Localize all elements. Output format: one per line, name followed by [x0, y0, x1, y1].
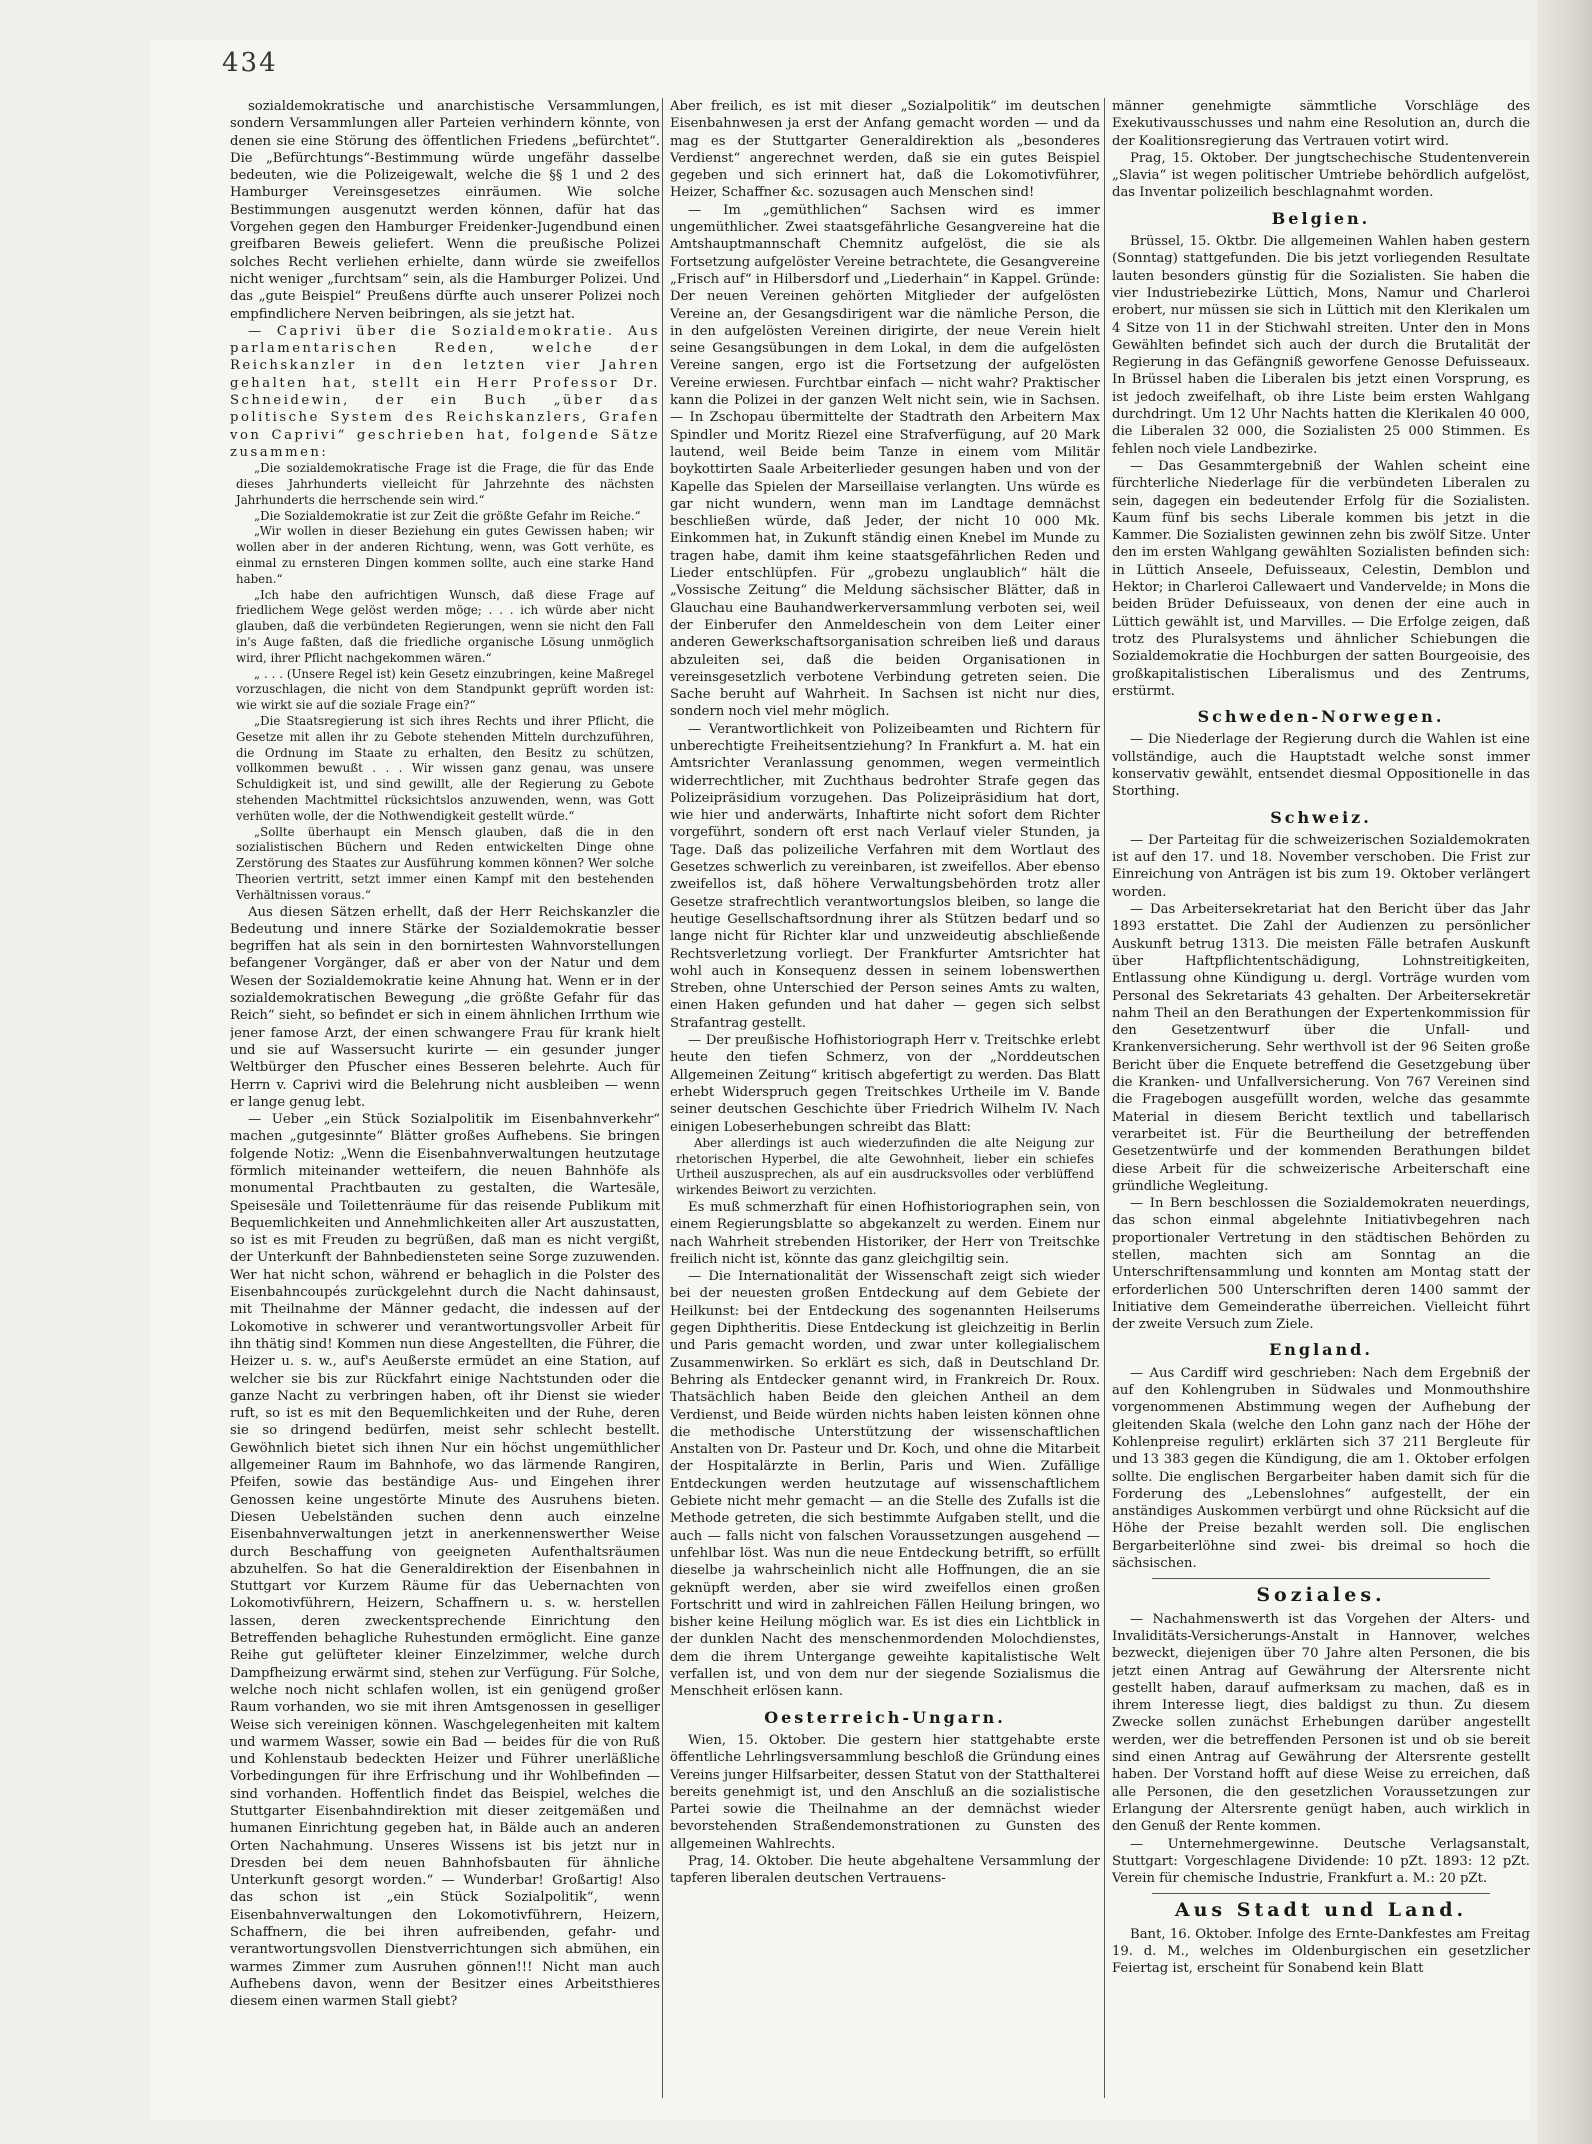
quote-paragraph: Aber allerdings ist auch wiederzufinden die alte Neigung zur rhetorischen Hyperbel, die alte Gewohnheit, lieber ein schiefes Urtheil auszusprechen, als auf ein ausdrucksvolles oder verblüffend wirkendes Beiwort zu verzichten. — [676, 1135, 1094, 1198]
section-heading-oesterreich: Oesterreich-Ungarn. — [764, 1707, 1006, 1727]
section-heading-schweden: Schweden-Norwegen. — [1197, 707, 1445, 727]
article-caprivi: — Caprivi über die Sozialdemokratie. Aus parlamentarischen Reden, welche der Reichskanzler in den letzten vier Jahren gehalten hat, stellt ein Herr Professor Dr. Schneidewin, der ein Buch „über das politische System des Reichskanzlers, Grafen von Caprivi“ geschrieben hat, folgende Sätze zusammen: — [230, 323, 660, 460]
column-3 — [1112, 98, 1530, 2098]
column-rule-1 — [662, 98, 663, 2098]
quote-paragraph: „Sollte überhaupt ein Mensch glauben, daß die in den sozialistischen Büchern und Reden entwickelten Dinge ohne Zerstörung des Staates zur Ausführung kommen können? Wer solche Theorien vertritt, setzt immer einen Kampf mit den bestehenden Verhältnissen voraus.“ — [236, 824, 654, 902]
quote-paragraph: „Die Sozialdemokratie ist zur Zeit die größte Gefahr im Reiche.“ — [254, 508, 641, 523]
article-paragraph: — Nachahmenswerth ist das Vorgehen der Alters- und Invaliditäts-Versicherungs-Anstalt in Hannover, welches bezweckt, diejenigen über 70 Jahre alten Personen, die bis jetzt einen Antrag auf Gewährung der Altersrente nicht gestellt haben, darauf aufmerksam zu machen, daß es in ihrem Interesse liegt, dies baldigst zu thun. Zu diesem Zwecke sollen zunächst Erhebungen darüber angestellt werden, wer die betreffenden Personen ist und ob sie bereit sind einen Antrag auf Gewährung der Altersrente gestellt haben. Der Vorstand hofft auf diese Weise zu erreichen, daß alle Personen, die den gesetzlichen Voraussetzungen zur Erlangung der Altersrente genügt haben, auch wirklich in den Genuß der Rente kommen. — [1112, 1611, 1530, 1835]
section-heading-soziales: Soziales. — [1256, 1584, 1386, 1607]
section-heading-belgien: Belgien. — [1271, 208, 1371, 228]
column-rule-2 — [1104, 98, 1105, 2098]
page-number: 434 — [222, 48, 278, 78]
quote-paragraph: „ . . . (Unsere Regel ist) kein Gesetz einzubringen, keine Maßregel vorzuschlagen, die nicht von dem Standpunkt geprüft worden ist: wie wirkt sie auf die soziale Frage ein?“ — [236, 666, 654, 713]
article-prag-2: Prag, 15. Oktober. Der jungtschechische Studentenverein „Slavia“ ist wegen politischer Umtriebe behördlich aufgelöst, das Inventar polizeilich beschlagnahmt worden. — [1112, 150, 1530, 201]
section-heading-england: England. — [1269, 1340, 1373, 1360]
section-heading-schweiz: Schweiz. — [1270, 807, 1372, 827]
section-divider — [1152, 1578, 1490, 1579]
newspaper-page — [150, 40, 1530, 2120]
article-paragraph: — Die Niederlage der Regierung durch die Wahlen ist eine vollständige, auch die Hauptstadt welche sonst immer konservativ gewählt, entsendet diesmal Oppositionelle in das Storthing. — [1112, 732, 1530, 800]
article-prag: Prag, 14. Oktober. Die heute abgehaltene Versammlung der tapferen liberalen deutschen Vertrauens- — [670, 1853, 1100, 1887]
quote-paragraph: „Wir wollen in dieser Beziehung ein gutes Gewissen haben; wir wollen aber in der anderen Richtung, wenn, was Gott verhüte, es einmal zu ernsteren Dingen kommen sollte, auch eine starke Hand haben.“ — [236, 524, 654, 586]
article-paragraph: sozialdemokratische und anarchistische Versammlungen, sondern Versammlungen aller Parteien verhindern könnte, von denen sie eine Störung des öffentlichen Friedens „befürchtet“. Die „Befürchtungs“-Bestimmung würde ungefähr dasselbe bedeuten, wie die Polizeigewalt, welche die §§ 1 und 2 des Hamburger Vereinsgesetzes einräumen. Wie solche Bestimmungen ausgenutzt werden können, dafür hat das Vorgehen gegen den Hamburger Freidenker-Jugendbund einen greifbaren Beweis geliefert. Wenn die preußische Polizei solches Recht verliehen erhielte, dann würde sie zweifellos nicht weniger „furchtsam“ sein, als die Hamburger Polizei. Und das „gute Beispiel“ Preußens dürfte auch unserer Polizei noch empfindlichere Nerven beibringen, als sie jetzt hat. — [230, 99, 660, 322]
column-2 — [670, 98, 1100, 2098]
article-paragraph: — Unternehmergewinne. Deutsche Verlagsanstalt, Stuttgart: Vorgeschlagene Dividende: 10 pZt. 1893: 12 pZt. Verein für chemische Industrie, Frankfurt a. M.: 20 pZt. — [1112, 1836, 1530, 1887]
article-paragraph: Aber freilich, es ist mit dieser „Sozialpolitik“ im deutschen Eisenbahnwesen ja erst der Anfang gemacht worden — und da mag es der Stuttgarter Generaldirektion als „besonderes Verdienst“ angerechnet werden, daß sie ein gutes Beispiel gegeben und sich erinnert hat, daß die Lokomotivführer, Heizer, Schaffner &c. sozusagen auch Menschen sind! — [670, 99, 1100, 201]
article-bant: Bant, 16. Oktober. Infolge des Ernte-Dankfestes am Freitag 19. d. M., welches im Oldenburgischen ein gesetzlicher Feiertag ist, erscheint für Sonabend kein Blatt — [1112, 1926, 1530, 1977]
page-fold-shadow — [1537, 0, 1592, 2144]
article-bruessel: Brüssel, 15. Oktbr. Die allgemeinen Wahlen haben gestern (Sonntag) stattgefunden. Die bis jetzt vorliegenden Resultate lauten besonders günstig für die Sozialisten. Sie haben die vier Industriebezirke Lüttich, Mons, Namur und Charleroi erobert, nur müssen sie sich in Lüttich mit den Klerikalen um 4 Sitze von 11 in der Stichwahl streiten. Unter den in Mons Gewählten befindet sich auch der durch die Brutalität der Regierung in das Gefängniß geworfene Genosse Defuisseaux. In Brüssel haben die Liberalen bis jetzt einen Vorsprung, es ist jedoch zweifelhaft, ob ihre Liste beim ersten Wahlgang durchdringt. Um 12 Uhr Nachts hatten die Klerikalen 40 000, die Liberalen 32 000, die Sozialisten 25 000 Stimmen. Es fehlen noch viele Landbezirke. — [1112, 234, 1530, 457]
article-sachsen: — Im „gemüthlichen“ Sachsen wird es immer ungemüthlicher. Zwei staatsgefährliche Gesangvereine hat die Amtshauptmannschaft Chemnitz aufgelöst, die sie als Fortsetzung aufgelöster Vereine betrachtete, die Gesangvereine „Frisch auf“ in Hilbersdorf und „Liederhain“ in Kappel. Gründe: Der neuen Vereinen gehörten Mitglieder der aufgelösten Vereine an, der Gesangsdirigent war die nämliche Person, die in den aufgelösten Vereinen dirigirte, der neue Verein hielt seine Gesangsübungen in dem Lokal, in dem die aufgelösten Vereine sangen, ergo ist die Fortsetzung der aufgelösten Vereine erwiesen. Furchtbar einfach — nicht wahr? Praktischer kann die Polizei in der ganzen Welt nicht sein, wie in Sachsen. — In Zschopau übermittelte der Stadtrath den Arbeitern Max Spindler und Moritz Riezel eine Strafverfügung, auf 20 Mark lautend, weil Beide beim Tanze in einem vom Militär boykottirten Saale Arbeiterlieder gesungen haben und von der Kapelle das Spielen der Marseillaise verlangten. Uns würde es gar nicht wundern, wenn man im Landtage demnächst beschließen würde, daß Jeder, der nicht 10 000 Mk. Einkommen hat, in Zukunft ständig einen Knebel im Munde zu tragen habe, damit ihm keine staatsgefährlichen Reden und Lieder entschlüpfen. Für „grobezu unglaublich“ hält die „Vossische Zeitung“ die Meldung sächsischer Blätter, daß in Glauchau eine Bauhandwerkerversammlung verboten sei, weil der Einberufer den Anmeldeschein von dem Leiter einer anderen Gewerkschaftsorganisation schreiben ließ und daraus abzuleiten sei, daß die beiden Organisationen in vereinsgesetzlich verbotene Verbindung getreten seien. Die Sache beruht auf Wahrheit. In Sachsen ist nicht nur dies, sondern noch viel mehr möglich. — [670, 202, 1100, 720]
article-paragraph: — Aus Cardiff wird geschrieben: Nach dem Ergebniß der auf den Kohlengruben in Südwales und Monmouthshire vorgenommenen Abstimmung wegen der Aufhebung der gleitenden Skala (welche den Lohn ganz nach der Höhe der Kohlenpreise regulirt) erklärten sich 37 211 Bergleute für und 13 383 gegen die Kündigung, die am 1. Oktober erfolgen sollte. Die englischen Bergarbeiter haben damit sich für die Forderung des „Lebenslohnes“ aufgestellt, der ein anständiges Auskommen verbürgt und ohne Rücksicht auf die Höhe der Preise bezahlt werden soll. Die englischen Bergarbeiterlöhne sind zwei- bis dreimal so hoch die sächsischen. — [1112, 1365, 1530, 1572]
article-paragraph: — In Bern beschlossen die Sozialdemokraten neuerdings, das schon einmal abgelehnte Initiativbegehren nach proportionaler Vertretung in den städtischen Behörden zu stellen, machten sich am Sonntag an die Unterschriftensammlung und konnten am Montag statt der erforderlichen 500 Unterschriften deren 1400 sammt der Initiative dem Gemeinderathe überreichen. Vielleicht führt der zweite Versuch zum Ziele. — [1112, 1196, 1530, 1333]
quote-paragraph: „Die sozialdemokratische Frage ist die Frage, die für das Ende dieses Jahrhunderts vielleicht für Jahrzehnte des nächsten Jahrhunderts die herrschende sein wird.“ — [236, 461, 654, 507]
article-polizei: — Verantwortlichkeit von Polizeibeamten und Richtern für unberechtigte Freiheitsentziehung? In Frankfurt a. M. hat ein Amtsrichter Veranlassung genommen, wegen vermeintlich widerrechtlicher, mit Zuchthaus bedrohter Strafe gegen das Polizeipräsidium vorzugehen. Das Polizeipräsidium hat dort, wie hier und anderwärts, Inhaftirte nicht sofort dem Richter vorgeführt, sondern oft erst nach Verlauf vieler Stunden, ja Tage. Daß das polizeiliche Verfahren mit dem Wortlaut des Gesetzes schwerlich zu vereinbaren, ist zweifellos. Aber ebenso zweifellos ist, daß höhere Verwaltungsbehörden trotz aller Gesetze strafrechtlich verantwortungslos bleiben, so lange die heutige Gesellschaftsordnung ihrer als Stützen bedarf und so lange nicht für Richter klar und unzweideutig abschließende Rechtsverletzung vorliegt. Der Frankfurter Amtsrichter hat wohl auch in Konsequenz dessen in seinem lobenswerthen Streben, ohne Unterschied der Person seines Amts zu walten, einen Haken gefunden und hat daher — gegen sich selbst Strafantrag gestellt. — [670, 721, 1100, 1031]
section-divider — [1152, 1893, 1490, 1894]
article-paragraph: — Das Gesammtergebniß der Wahlen scheint eine fürchterliche Niederlage für die verbündeten Liberalen zu sein, dagegen ein bedeutender Erfolg für die Sozialisten. Kaum fünf bis sechs Liberale kommen bis jetzt in die Kammer. Die Sozialisten gewinnen zehn bis zwölf Sitze. Unter den im ersten Wahlgang gewählten Sozialisten befinden sich: in Lüttich Anseele, Defuisseaux, Celestin, Demblon und Hektor; in Charleroi Callewaert und Vandervelde; in Mons die beiden Brüder Defuisseaux, von denen der eine auch in Lüttich gewählt ist, und Marvilles. — Die Erfolge zeigen, daß trotz des Pluralsystems und ähnlicher Schiebungen die Sozialdemokratie die Hochburgen der satten Bourgeoisie, des großkapitalistischen Liberalismus und des Zentrums, erstürmt. — [1112, 458, 1530, 699]
article-treitschke: — Der preußische Hofhistoriograph Herr v. Treitschke erlebt heute den tiefen Schmerz, von der „Norddeutschen Allgemeinen Zeitung“ kritisch abgefertigt zu werden. Das Blatt erhebt Widerspruch gegen Treitschkes Urtheile im V. Bande seiner deutschen Geschichte über Friedrich Wilhelm IV. Nach einigen Lobeserhebungen schreibt das Blatt: — [670, 1033, 1100, 1135]
article-wien: Wien, 15. Oktober. Die gestern hier stattgehabte erste öffentliche Lehrlingsversammlung beschloß die Gründung eines Vereins junger Hilfsarbeiter, dessen Statut von der Statthalterei bereits genehmigt ist, und den Anschluß an die sozialistische Partei sowie die Theilnahme an der demnächst wieder bevorstehenden Straßendemonstrationen zu Gunsten des allgemeinen Wahlrechts. — [670, 1732, 1100, 1852]
section-heading-stadt-land: Aus Stadt und Land. — [1174, 1899, 1468, 1922]
quote-paragraph: „Ich habe den aufrichtigen Wunsch, daß diese Frage auf friedlichem Wege gelöst werden möge; . . . ich würde aber nicht glauben, daß die verbündeten Regierungen, wenn sie nicht den Fall in's Auge faßten, daß die friedliche organische Lösung unmöglich wird, ihrer Pflicht nachgekommen wären.“ — [236, 587, 654, 665]
article-paragraph: Es muß schmerzhaft für einen Hofhistoriographen sein, von einem Regierungsblatte so abgekanzelt zu werden. Einem nur nach Wahrheit strebenden Historiker, der Herr von Treitschke freilich nicht ist, könnte das ganz gleichgiltig sein. — [670, 1200, 1100, 1267]
article-paragraph: — Das Arbeitersekretariat hat den Bericht über das Jahr 1893 erstattet. Die Zahl der Audienzen zu persönlicher Auskunft betrug 1313. Die meisten Fälle betrafen Auskunft über Haftpflichtentschädigung, Lohnstreitigkeiten, Entlassung ohne Kündigung u. dergl. Vorträge wurden vom Personal des Sekretariats 43 gehalten. Der Arbeitersekretär nahm Theil an den Berathungen der Expertenkommission für den Gesetzentwurf über die Unfall- und Krankenversicherung. Sehr werthvoll ist der 96 Seiten große Bericht über die Enquete betreffend die Gesetzgebung über die Kranken- und Unfallversicherung. Von 767 Vereinen sind die Fragebogen ausgefüllt worden, welche das gesammte Material in diesem Bericht textlich und tabellarisch verarbeitet ist. Für die Beurtheilung der betreffenden Gesetzentwürfe und der kommenden Berathungen bildet diese Arbeit für die schweizerische Arbeiterschaft eine gründliche Wegleitung. — [1112, 902, 1530, 1194]
article-paragraph: — Der Parteitag für die schweizerischen Sozialdemokraten ist auf den 17. und 18. November verschoben. Die Frist zur Einreichung von Anträgen ist bis zum 19. Oktober verlängert worden. — [1112, 832, 1530, 900]
quote-paragraph: „Die Staatsregierung ist sich ihres Rechts und ihrer Pflicht, die Gesetze mit allen ihr zu Gebote stehenden Mitteln durchzuführen, die Ordnung im Staate zu erhalten, den Besitz zu schützen, vollkommen bewußt . . . Wir wissen ganz genau, was unsere Schuldigkeit ist, und sind gewillt, alle der Regierung zu Gebote stehenden Machtmittel rücksichtslos anzuwenden, wenn, was Gott verhüten wolle, der die Nothwendigkeit gestellt würde.“ — [236, 713, 654, 823]
article-wissenschaft: — Die Internationalität der Wissenschaft zeigt sich wieder bei der neuesten großen Entdeckung auf dem Gebiete der Heilkunst: bei der Entdeckung des sogenannten Heilserums gegen Diphtheritis. Diese Entdeckung ist gleichzeitig in Berlin und Paris gemacht worden, und zwar unter kollegialischem Zusammenwirken. So erklärt es sich, daß in Deutschland Dr. Behring als Entdecker genannt wird, in Frankreich Dr. Roux. Thatsächlich haben Beide den gleichen Antheil an dem Verdienst, und Beide würden nichts haben leisten können ohne die methodische Unterstützung der wissenschaftlichen Anstalten von Dr. Pasteur und Dr. Koch, und ohne die Mitarbeit der Hospitalärzte in Berlin, Paris und Wien. Zufällige Entdeckungen werden heutzutage auf wissenschaftlichem Gebiete nicht mehr gemacht — an die Stelle des Zufalls ist die Methode getreten, die sich bestimmte Aufgaben stellt, und die auch — falls nicht von falschen Voraussetzungen ausgehend — unfehlbar löst. Was nun die neue Entdeckung betrifft, so erfüllt dieselbe ja wahrscheinlich nicht alle Hoffnungen, die an sie geknüpft werden, aber sie wird zweifellos einen großen Fortschritt und wird in zahlreichen Fällen Heilung bringen, wo bisher keine Heilung möglich war. Es ist dies ein Lichtblick in der dunklen Nacht des menschenmordenden Molochdienstes, dem die ihrem Untergange geweihte kapitalistische Welt verfallen ist, und von dem nur der siegende Sozialismus die Menschheit erlösen kann. — [670, 1269, 1100, 1700]
article-eisenbahn: — Ueber „ein Stück Sozialpolitik im Eisenbahnverkehr“ machen „gutgesinnte“ Blätter großes Aufhebens. Sie bringen folgende Notiz: „Wenn die Eisenbahnverwaltungen heutzutage förmlich miteinander wetteifern, die neuen Bahnhöfe als monumental Prachtbauten zu gestalten, die Wartesäle, Speisesäle und Toilettenräume für das reisende Publikum mit Bequemlichkeiten und Annehmlichkeiten aller Art auszustatten, so ist es mit Freuden zu begrüßen, daß man es nicht vergißt, der Unterkunft der Bahnbediensteten seine Sorge zuzuwenden. Wer hat nicht schon, während er behaglich in die Polster des Eisenbahncoupés zurückgelehnt durch die Nacht dahinsaust, mit Theilnahme der Männer gedacht, die indessen auf der Lokomotive in schwerer und verantwortungsvoller Arbeit für ihn thätig sind! Kommen nun diese Angestellten, die Führer, die Heizer u. s. w., auf's Aeußerste ermüdet an eine Station, auf welcher sie bis zur Rückfahrt einige Nachtstunden oder die ganze Nacht zu verbringen haben, oft ihr Dienst sie wieder ruft, so ist es mit den Bequemlichkeiten und der Ruhe, deren sie so dringend bedürfen, meist sehr schlecht bestellt. Gewöhnlich bietet sich ihnen Nur ein höchst ungemüthlicher allgemeiner Raum im Bahnhofe, wo das lärmende Rangiren, Pfeifen, sowie das beständige Aus- und Eingehen ihrer Genossen keine ungestörte Minute des Ausruhens bieten. Diesen Uebelständen suchen denn auch einzelne Eisenbahnverwaltungen jetzt in anerkennenswerther Weise durch Beschaffung von geeigneten Aufenthaltsräumen abzuhelfen. So hat die Generaldirektion der Eisenbahnen in Stuttgart vor Kurzem Räume für das Uebernachten von Lokomotivführern, Heizern, Schaffnern u. s. w. herstellen lassen, deren zweckentsprechende Einrichtung den Betreffenden behagliche Ruhestunden ermöglicht. Eine ganze Reihe gut gelüfteter kleiner Einzelzimmer, welche durch Dampfheizung erwärmt sind, stehen zur Verfügung. Für Solche, welche noch nicht schlafen wollen, ist ein genügend großer Raum vorhanden, wo sie mit ihren Amtsgenossen in geselliger Weise sich vereinigen können. Waschgelegenheiten mit kaltem und warmem Wasser, sowie ein Bad — beides für die von Ruß und Kohlenstaub bedeckten Heizer und Führer unerläßliche Vorbedingungen für ihre Erfrischung und ihr Wohlbefinden — sind vorhanden. Hoffentlich findet das Beispiel, welches die Stuttgarter Eisenbahndirektion mit dieser zeitgemäßen und humanen Einrichtung gegeben hat, in Bälde auch an anderen Orten Nachahmung. Unseres Wissens ist bis jetzt nur in Dresden bei dem neuen Bahnhofsbauten für ähnliche Unterkunft gesorgt worden.“ — Wunderbar! Großartig! Also das schon ist „ein Stück Sozialpolitik“, wenn Eisenbahnverwaltungen den Lokomotivführern, Heizern, Schaffnern, die bei ihren aufreibenden, gefahr- und verantwortungsvollen Dienstverrichtungen sich abmühen, ein warmes Zimmer zum Ausruhen gönnen!!! Nicht man auch Aufhebens davon, wenn der Besitzer eines Arbeitsthieres diesem einen warmen Stall giebt? — [230, 1112, 660, 2010]
article-paragraph: männer genehmigte sämmtliche Vorschläge des Exekutivausschusses und nahm eine Resolution an, durch die der Koalitionsregierung das Vertrauen votirt wird. — [1112, 99, 1530, 149]
article-paragraph: Aus diesen Sätzen erhellt, daß der Herr Reichskanzler die Bedeutung und innere Stärke der Sozialdemokratie besser begriffen hat als sein in den bornirtesten Wahnvorstellungen befangener Vorgänger, daß er aber von der Natur und dem Wesen der Sozialdemokratie keine Ahnung hat. Wenn er in der sozialdemokratischen Bewegung „die größte Gefahr für das Reich“ sieht, so befindet er sich in einem ähnlichen Irrthum wie jener famose Arzt, der einen schwangere Frau für krank hielt und sie auf Wassersucht kurirte — ein gesunder junger Weltbürger den Pfuscher eines Besseren belehrte. Auch für Herrn v. Caprivi wird die Belehrung nicht ausbleiben — wenn er lange genug lebt. — [230, 904, 660, 1110]
column-1 — [230, 98, 660, 2098]
